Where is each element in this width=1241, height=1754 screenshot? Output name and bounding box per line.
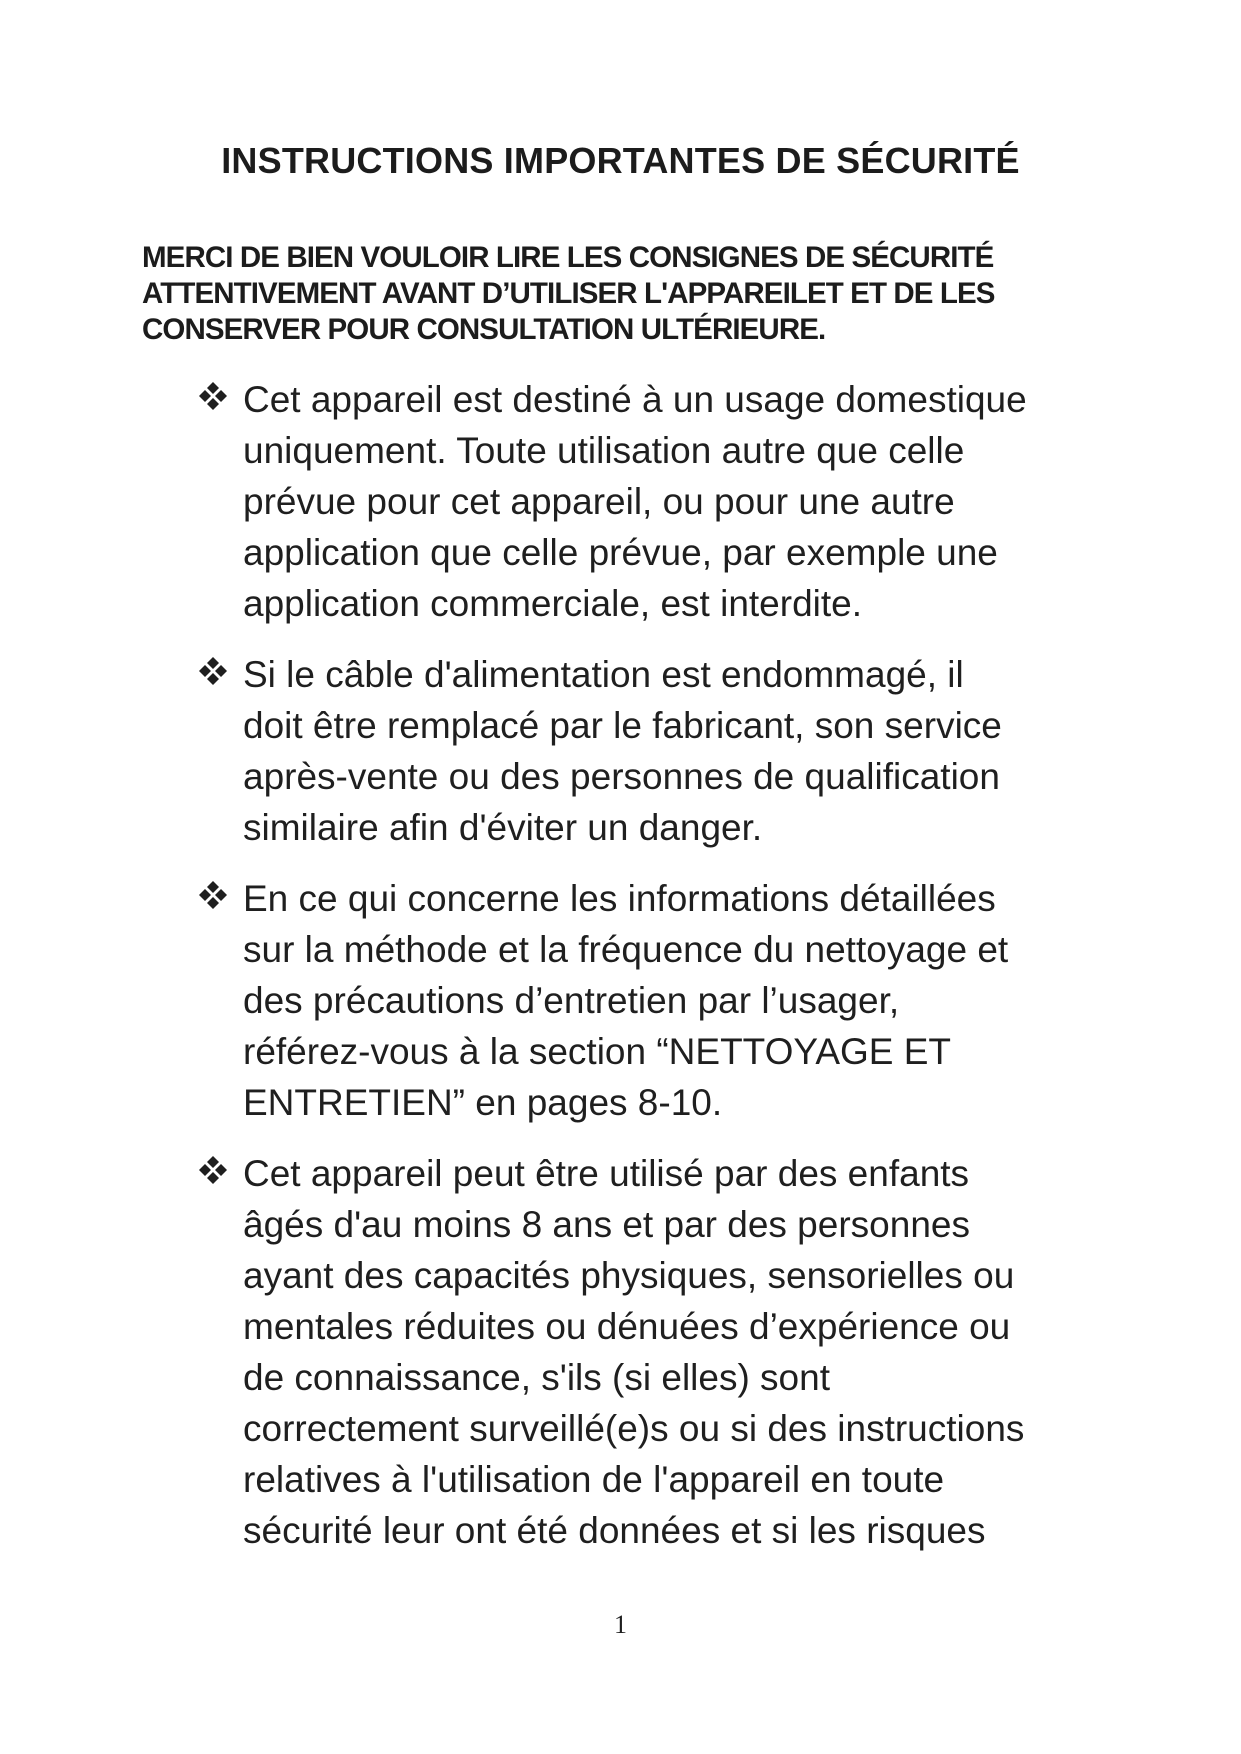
four-diamond-bullet-icon [195,378,231,414]
list-item [195,374,1125,629]
text-line: sécurité leur ont été données et si les risques [243,1510,986,1551]
safety-notice-heading [142,240,1102,348]
text-line: référez-vous à la section “NETTOYAGE ET [243,1031,952,1072]
list-item [195,873,1125,1128]
text-line: Cet appareil est destiné à un usage domestique [243,379,1027,420]
text-line: ENTRETIEN” en pages 8-10. [243,1082,723,1123]
page-title: INSTRUCTIONS IMPORTANTES DE SÉCURITÉ [221,140,1020,181]
text-line: doit être remplacé par le fabricant, son service [243,705,1002,746]
four-diamond-bullet-icon [195,653,231,689]
text-line: prévue pour cet appareil, ou pour une autre [243,481,955,522]
text-line: âgés d'au moins 8 ans et par des personnes [243,1204,970,1245]
text-line: Si le câble d'alimentation est endommagé, il [243,654,964,695]
list-item-text [243,873,1125,1128]
text-line: application commerciale, est interdite. [243,583,863,624]
text-line: des précautions d’entretien par l’usager, [243,980,900,1021]
notice-line: CONSERVER POUR CONSULTATION ULTÉRIEURE. [142,313,826,346]
four-diamond-bullet-icon [195,877,231,913]
text-line: après-vente ou des personnes de qualification [243,756,1000,797]
page-number: 1 [614,1610,627,1639]
list-item [195,1148,1125,1556]
text-line: ayant des capacités physiques, sensorielles ou [243,1255,1015,1296]
text-line: de connaissance, s'ils (si elles) sont [243,1357,830,1398]
text-line: uniquement. Toute utilisation autre que celle [243,430,965,471]
list-item-text [243,374,1125,629]
text-line: correctement surveillé(e)s ou si des instructions [243,1408,1025,1449]
text-line: En ce qui concerne les informations détaillées [243,878,996,919]
text-line: application que celle prévue, par exemple une [243,532,998,573]
list-item-text [243,1148,1125,1556]
notice-line: MERCI DE BIEN VOULOIR LIRE LES CONSIGNES DE SÉCURITÉ [142,241,994,274]
list-item [195,649,1125,853]
four-diamond-bullet-icon [195,1152,231,1188]
text-line: sur la méthode et la fréquence du nettoyage et [243,929,1009,970]
text-line: Cet appareil peut être utilisé par des enfants [243,1153,970,1194]
text-line: mentales réduites ou dénuées d’expérience ou [243,1306,1011,1347]
text-line: similaire afin d'éviter un danger. [243,807,763,848]
list-item-text [243,649,1125,853]
text-line: relatives à l'utilisation de l'appareil en toute [243,1459,945,1500]
safety-instructions-list [195,374,1125,1576]
notice-line: ATTENTIVEMENT AVANT D’UTILISER L'APPAREILET ET DE LES [142,277,995,310]
